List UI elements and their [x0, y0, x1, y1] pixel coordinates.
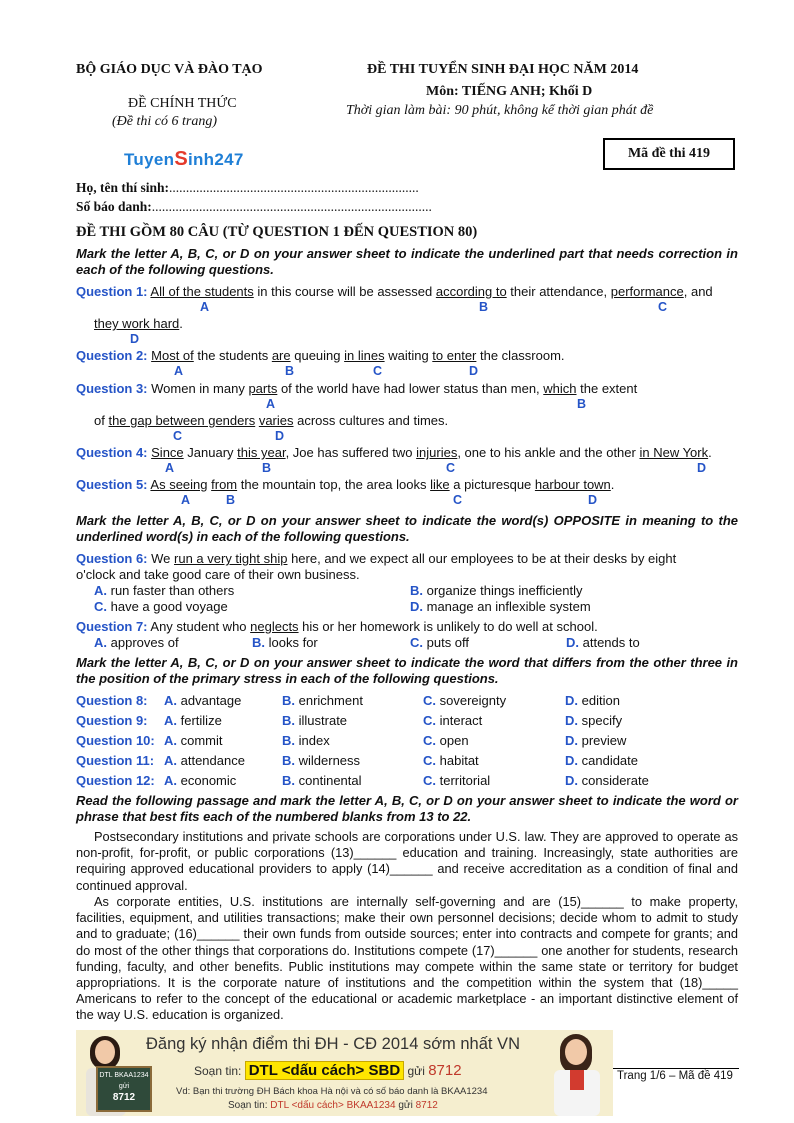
q6-option-d-text: manage an inflexible system: [426, 599, 591, 614]
stress-option-letter: D.: [565, 733, 582, 748]
q7-option-d-letter: D.: [566, 635, 583, 650]
question-3-line2: [94, 413, 448, 429]
q5-option-c: like: [430, 477, 450, 492]
stress-option-word: attendance: [180, 753, 245, 768]
chalkboard-line-1: DTL BKAA1234: [99, 1072, 149, 1079]
section2-instruction: Mark the letter A, B, C, or D on your answer sheet to indicate the word(s) OPPOSITE in meaning to the underlined word(s) in each of the following questions.: [76, 513, 738, 544]
total-questions: ĐỀ THI GỒM 80 CÂU (TỪ QUESTION 1 ĐẾN QUESTION 80): [76, 224, 478, 240]
exam-title: ĐỀ THI TUYỂN SINH ĐẠI HỌC NĂM 2014: [367, 62, 639, 77]
banner-sms2-text: DTL <dấu cách> BKAA1234: [270, 1100, 396, 1111]
stress-option-b: [282, 773, 362, 788]
q1-text: their attendance,: [506, 284, 611, 299]
q5-marker-d: D: [588, 493, 598, 507]
section3-instruction: Mark the letter A, B, C, or D on your answer sheet to indicate the word that differs from the other three in the position of the primary stress in each of the following questions.: [76, 655, 738, 686]
stress-option-letter: A.: [164, 733, 181, 748]
stress-option-word: edition: [581, 693, 620, 708]
question-7: [76, 619, 598, 635]
question-1-line2: [94, 316, 183, 332]
footer-page: Trang 1/6 – Mã đề 419: [617, 1070, 733, 1082]
q6-text: here, and we expect all our employees to be at their desks by eight: [287, 551, 677, 566]
q5-option-b: from: [211, 477, 238, 492]
chalkboard-line-3: 8712: [112, 1092, 136, 1103]
stress-option-letter: C.: [423, 693, 440, 708]
stress-option-a: [164, 753, 245, 768]
q5-text: the mountain top, the area looks: [237, 477, 431, 492]
banner-number: 8712: [428, 1062, 462, 1079]
q5-option-d: harbour town: [534, 477, 611, 492]
q4-option-c: injuries: [416, 445, 458, 460]
stress-question-label: Question 11:: [76, 753, 155, 768]
stress-option-c: [423, 773, 490, 788]
q4-marker-d: D: [697, 461, 707, 475]
q1-option-c: performance: [610, 284, 684, 299]
stress-option-letter: C.: [423, 733, 440, 748]
q1-text: , and: [683, 284, 713, 299]
stress-option-a: [164, 773, 236, 788]
banner-sms-label: Soạn tin:: [194, 1064, 242, 1078]
q3-marker-d: D: [275, 429, 285, 443]
section4-instruction: Read the following passage and mark the letter A, B, C, or D on your answer sheet to indicate the word or phrase that best fits each of the numbered blanks from 13 to 22.: [76, 793, 738, 824]
stress-option-word: habitat: [439, 753, 479, 768]
q4-label: Question 4:: [76, 445, 148, 460]
q7-underlined: neglects: [250, 619, 299, 634]
stress-option-d: [565, 693, 620, 708]
ministry-title: BỘ GIÁO DỤC VÀ ĐÀO TẠO: [76, 62, 263, 77]
stress-option-letter: D.: [565, 753, 582, 768]
exam-code: Mã đề thi 419: [627, 146, 711, 161]
q3-marker-c: C: [173, 429, 183, 443]
banner-sms-code: DTL <dấu cách> SBD: [245, 1061, 404, 1080]
question-6-line2: o'clock and take good care of their own business.: [76, 567, 360, 582]
q7-option-b-letter: B.: [252, 635, 269, 650]
stress-option-word: open: [439, 733, 469, 748]
subject: Môn: TIẾNG ANH; Khối D: [426, 84, 593, 99]
stress-option-d: [565, 733, 626, 748]
q2-text: waiting: [384, 348, 433, 363]
stress-option-word: enrichment: [298, 693, 363, 708]
q1-marker-a: A: [200, 300, 210, 314]
q2-marker-c: C: [373, 364, 383, 378]
q6-option-b-letter: B.: [410, 583, 427, 598]
logo-text-1: Tuyen: [124, 150, 175, 169]
stress-option-b: [282, 753, 360, 768]
stress-option-word: commit: [180, 733, 223, 748]
stress-option-word: preview: [581, 733, 627, 748]
stress-option-word: fertilize: [180, 713, 222, 728]
official-label: ĐỀ CHÍNH THỨC: [128, 96, 237, 111]
q2-text: the classroom.: [476, 348, 565, 363]
logo-text-2: S: [174, 148, 188, 170]
q5-label: Question 5:: [76, 477, 148, 492]
banner-sms2-send: gửi: [398, 1100, 413, 1111]
question-1: [76, 284, 713, 300]
q4-option-a: Since: [151, 445, 184, 460]
q5-marker-b: B: [226, 493, 236, 507]
banner-send: gửi: [407, 1064, 425, 1078]
q6-underlined: run a very tight ship: [174, 551, 288, 566]
q3-text: Women in many: [147, 381, 249, 396]
stress-option-letter: B.: [282, 733, 299, 748]
q1-marker-c: C: [658, 300, 668, 314]
chalkboard-left: [96, 1066, 152, 1112]
stress-option-word: territorial: [439, 773, 491, 788]
banner-sms2-line: [228, 1100, 438, 1111]
q6-option-c: [94, 599, 228, 614]
stress-option-letter: B.: [282, 713, 299, 728]
stress-option-letter: A.: [164, 713, 181, 728]
q3-option-c: the gap between genders: [108, 413, 256, 428]
stress-option-letter: C.: [423, 753, 440, 768]
question-4: [76, 445, 712, 461]
q2-option-b: are: [271, 348, 291, 363]
q2-option-c: in lines: [344, 348, 385, 363]
q7-option-c-text: puts off: [426, 635, 470, 650]
q4-marker-a: A: [165, 461, 175, 475]
q2-option-a: Most of: [151, 348, 194, 363]
stress-option-word: considerate: [581, 773, 649, 788]
candidate-name-dots: ..........................................................................: [169, 180, 419, 195]
logo-text-3: inh247: [187, 150, 244, 169]
stress-option-letter: D.: [565, 773, 582, 788]
q4-marker-c: C: [446, 461, 456, 475]
stress-option-letter: D.: [565, 693, 582, 708]
q7-option-d-text: attends to: [582, 635, 640, 650]
footer-rule: [613, 1068, 739, 1069]
q1-marker-b: B: [479, 300, 489, 314]
q2-text: queuing: [290, 348, 345, 363]
q1-text: in this course will be assessed: [253, 284, 436, 299]
q7-option-a-text: approves of: [110, 635, 179, 650]
q6-option-a-text: run faster than others: [110, 583, 235, 598]
stress-option-word: sovereignty: [439, 693, 507, 708]
q5-option-a: As seeing: [150, 477, 208, 492]
q7-option-c: [410, 635, 469, 650]
question-2: [76, 348, 565, 364]
pages-note: (Đề thi có 6 trang): [112, 114, 217, 129]
question-5: [76, 477, 614, 493]
stress-option-word: index: [298, 733, 330, 748]
candidate-id-label: Số báo danh:: [76, 199, 152, 214]
stress-option-word: illustrate: [298, 713, 348, 728]
q7-option-b-text: looks for: [268, 635, 318, 650]
q4-text: .: [708, 445, 712, 460]
logo: [124, 148, 244, 171]
stress-question-label: Question 9:: [76, 713, 148, 728]
stress-option-c: [423, 693, 506, 708]
stress-option-c: [423, 753, 479, 768]
q4-text: , Joe has suffered two: [285, 445, 417, 460]
exam-time: Thời gian làm bài: 90 phút, không kể thời gian phát đề: [346, 103, 654, 118]
q5-text: a picturesque: [449, 477, 535, 492]
stress-question-label: Question 10:: [76, 733, 155, 748]
q6-option-a-letter: A.: [94, 583, 111, 598]
q2-marker-a: A: [174, 364, 184, 378]
q1-option-b: according to: [435, 284, 507, 299]
q6-option-c-letter: C.: [94, 599, 111, 614]
stress-option-word: advantage: [180, 693, 242, 708]
q4-text: January: [183, 445, 238, 460]
section1-instruction: Mark the letter A, B, C, or D on your answer sheet to indicate the underlined part that needs correction in each of the following questions.: [76, 246, 738, 277]
q6-option-b: [410, 583, 582, 598]
stress-option-d: [565, 753, 638, 768]
q5-marker-c: C: [453, 493, 463, 507]
q3-label: Question 3:: [76, 381, 148, 396]
q6-option-c-text: have a good voyage: [110, 599, 228, 614]
q7-option-a-letter: A.: [94, 635, 111, 650]
q1-label: Question 1:: [76, 284, 148, 299]
candidate-id-dots: ...................................................................................: [151, 199, 432, 214]
exam-code-box: [603, 138, 735, 170]
q1-marker-d: D: [130, 332, 140, 346]
student-right-illustration: [546, 1030, 613, 1116]
q6-text: We: [147, 551, 175, 566]
stress-option-letter: A.: [164, 753, 181, 768]
question-3: [76, 381, 637, 397]
q4-option-d: in New York: [639, 445, 709, 460]
q5-marker-a: A: [181, 493, 191, 507]
stress-option-d: [565, 773, 649, 788]
stress-option-d: [565, 713, 622, 728]
q4-option-b: this year: [237, 445, 286, 460]
q3-option-b: which: [543, 381, 577, 396]
sms-banner[interactable]: [76, 1030, 613, 1116]
passage-paragraph-1: Postsecondary institutions and private schools are corporations under U.S. law. They are approved to operate as non-profit, for-profit, or public corporations (13)______ education and training. Increasingly, state authorities are requiring approved educational providers to apply (14)______ and receive accreditation as a condition of final and continued approval.: [76, 829, 738, 893]
banner-sms2-label: Soạn tin:: [228, 1100, 268, 1111]
stress-option-word: specify: [581, 713, 623, 728]
q3-option-a: parts: [248, 381, 278, 396]
q3-option-d: varies: [258, 413, 294, 428]
q2-marker-b: B: [285, 364, 295, 378]
stress-option-word: interact: [439, 713, 483, 728]
q7-option-a: [94, 635, 179, 650]
q3-marker-b: B: [577, 397, 587, 411]
stress-option-a: [164, 693, 241, 708]
stress-option-c: [423, 733, 469, 748]
q6-option-d: [410, 599, 591, 614]
stress-option-b: [282, 693, 363, 708]
stress-option-word: wilderness: [298, 753, 361, 768]
q6-label: Question 6:: [76, 551, 148, 566]
banner-example: Vd: Bạn thi trường ĐH Bách khoa Hà nội và có số báo danh là BKAA1234: [176, 1086, 488, 1097]
question-6: [76, 551, 676, 567]
q2-option-d: to enter: [432, 348, 477, 363]
stress-option-letter: C.: [423, 713, 440, 728]
stress-option-a: [164, 713, 222, 728]
q1-text: .: [179, 316, 183, 331]
q1-option-d: they work hard: [94, 316, 180, 331]
stress-option-c: [423, 713, 482, 728]
banner-headline: Đăng ký nhận điểm thi ĐH - CĐ 2014 sớm nhất VN: [146, 1035, 520, 1053]
stress-option-b: [282, 713, 347, 728]
q2-marker-d: D: [469, 364, 479, 378]
stress-option-word: candidate: [581, 753, 639, 768]
q6-option-d-letter: D.: [410, 599, 427, 614]
q4-text: , one to his ankle and the other: [457, 445, 640, 460]
banner-sms2-number: 8712: [415, 1100, 438, 1111]
q7-option-b: [252, 635, 318, 650]
stress-option-letter: B.: [282, 753, 299, 768]
q3-text: of: [94, 413, 109, 428]
q7-label: Question 7:: [76, 619, 148, 634]
stress-question-label: Question 12:: [76, 773, 155, 788]
q5-text: .: [610, 477, 615, 492]
stress-option-letter: A.: [164, 693, 181, 708]
q7-option-c-letter: C.: [410, 635, 427, 650]
q6-option-a: [94, 583, 234, 598]
q1-option-a: All of the students: [150, 284, 254, 299]
stress-option-letter: B.: [282, 773, 299, 788]
candidate-id-line: [76, 199, 432, 215]
q7-text: Any student who: [147, 619, 251, 634]
q7-option-d: [566, 635, 640, 650]
stress-question-label: Question 8:: [76, 693, 148, 708]
stress-option-letter: B.: [282, 693, 299, 708]
passage-paragraph-2: As corporate entities, U.S. institutions are internally self-governing and are (15)______ to make property, facilities, equipment, and utilities transactions; make their own personnel decisions; decide whom to admit to study and to graduate; (16)______ their own funds from outside sources; enter into contracts and compete for grants; and do most of the other things that corporations do. Institutions compete (17)______ one another for students, research funding, faculty, and other benefits. Public institutions may compete within the same state or territory for budget appropriations. It is the corporate nature of institutions and the competition within the system that (18)_____ Americans to refer to the concept of the educational or academic marketplace - an important distinctive element of the way U.S. education is organized.: [76, 894, 738, 1023]
q7-text: his or her homework is unlikely to do well at school.: [298, 619, 598, 634]
stress-option-word: continental: [298, 773, 362, 788]
chalkboard-line-2: gửi: [118, 1083, 130, 1090]
q2-label: Question 2:: [76, 348, 148, 363]
candidate-name-label: Họ, tên thí sinh:: [76, 180, 170, 195]
stress-option-letter: C.: [423, 773, 440, 788]
stress-option-b: [282, 733, 330, 748]
stress-option-letter: A.: [164, 773, 181, 788]
stress-option-word: economic: [180, 773, 237, 788]
banner-sms-line: [194, 1062, 462, 1079]
q3-text: the extent: [576, 381, 638, 396]
stress-option-a: [164, 733, 223, 748]
q3-text: across cultures and times.: [293, 413, 449, 428]
q3-text: of the world have had lower status than men,: [277, 381, 544, 396]
q3-marker-a: A: [266, 397, 276, 411]
q2-text: the students: [193, 348, 272, 363]
q6-option-b-text: organize things inefficiently: [426, 583, 583, 598]
stress-option-letter: D.: [565, 713, 582, 728]
candidate-name-line: [76, 180, 419, 196]
q4-marker-b: B: [262, 461, 272, 475]
